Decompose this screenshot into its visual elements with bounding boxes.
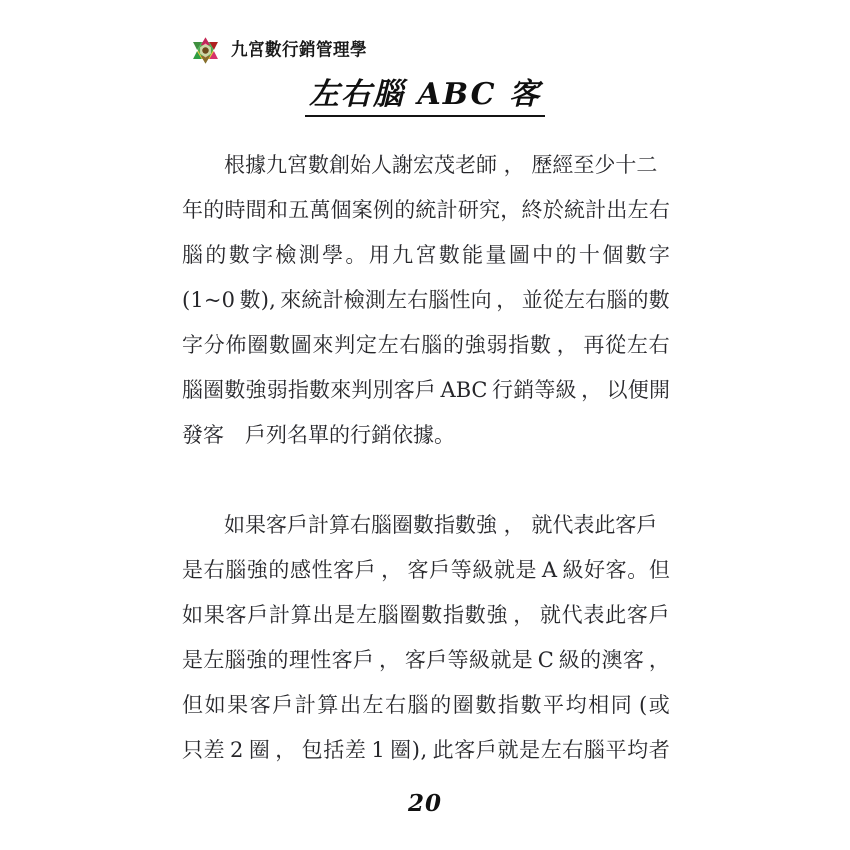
glyph: 但 [648, 558, 670, 582]
text-line [182, 683, 670, 728]
glyph: 弱 [486, 333, 508, 357]
glyph: 是 [519, 738, 541, 762]
glyph: 算 [290, 603, 312, 627]
glyph: 圈 [203, 378, 225, 402]
glyph: 的 [555, 243, 577, 267]
glyph: 腦 [407, 693, 429, 717]
glyph: 宮 [415, 243, 437, 267]
glyph: 強 [246, 558, 268, 582]
glyph: 數 [464, 603, 486, 627]
glyph: 十 [578, 243, 600, 267]
text-line: 發客 戶列名單的行銷依據。 [182, 423, 455, 447]
glyph [367, 728, 371, 773]
glyph: B [455, 378, 472, 402]
paragraph-1 [182, 143, 670, 458]
glyph: 統 [415, 198, 437, 222]
glyph: 便 [627, 378, 649, 402]
glyph [376, 548, 380, 593]
glyph [554, 638, 558, 683]
glyph: 間 [245, 198, 267, 222]
glyph: 左 [356, 603, 377, 627]
paragraph-2 [182, 503, 670, 773]
glyph: 。 [345, 243, 367, 267]
brand-title: 九宮數行銷管理學 [231, 38, 367, 60]
glyph: 客 [333, 558, 355, 582]
glyph: 的 [268, 558, 290, 582]
glyph: 腦 [583, 738, 605, 762]
glyph: 腦 [182, 243, 203, 267]
glyph: 檢 [275, 243, 297, 267]
glyph: ， [648, 648, 670, 672]
glyph: 腦 [428, 288, 450, 312]
glyph: 判 [334, 333, 356, 357]
glyph: 於 [542, 198, 564, 222]
glyph: 客 [626, 603, 648, 627]
glyph: 學 [322, 243, 344, 267]
glyph: 以 [606, 378, 628, 402]
text-line [182, 188, 670, 233]
glyph: 計 [294, 693, 316, 717]
glyph: 腦 [606, 288, 628, 312]
glyph [552, 323, 556, 368]
glyph: 腦 [377, 603, 399, 627]
glyph: 是 [334, 603, 356, 627]
glyph: 強 [245, 378, 267, 402]
glyph: 圈 [390, 738, 412, 762]
page-number: 20 [407, 790, 442, 817]
glyph: 統 [563, 198, 585, 222]
glyph: 強 [464, 333, 486, 357]
glyph: 數 [625, 243, 647, 267]
glyph: 客 [393, 378, 415, 402]
glyph: 左 [564, 288, 586, 312]
glyph: 的 [203, 198, 225, 222]
glyph: 右 [407, 288, 429, 312]
glyph: 就 [497, 738, 519, 762]
glyph: 左 [627, 198, 649, 222]
glyph: 定 [356, 333, 377, 357]
glyph: 出 [339, 693, 361, 717]
glyph: 指 [287, 378, 309, 402]
glyph: 出 [312, 603, 334, 627]
glyph: ) [260, 288, 269, 312]
glyph: 果 [203, 603, 225, 627]
glyph: 是 [182, 558, 203, 582]
glyph: 左 [386, 288, 408, 312]
glyph: 右 [648, 333, 670, 357]
glyph: 的 [443, 333, 464, 357]
glyph: 者 [648, 738, 670, 762]
glyph: 客 [249, 693, 271, 717]
glyph: 從 [605, 333, 627, 357]
glyph [537, 548, 541, 593]
glyph [428, 728, 432, 773]
glyph: ， [496, 288, 518, 312]
glyph: 來 [280, 288, 302, 312]
glyph: 戶 [247, 603, 269, 627]
glyph: 此 [605, 603, 627, 627]
glyph: 客 [454, 738, 476, 762]
glyph: 分 [203, 333, 225, 357]
glyph [297, 728, 301, 773]
glyph: 2 [230, 738, 244, 762]
glyph: 圖 [290, 333, 312, 357]
glyph: 數 [648, 288, 670, 312]
glyph: 是 [182, 648, 203, 672]
glyph: 數 [530, 333, 551, 357]
glyph: 戶 [414, 378, 436, 402]
text-line [182, 233, 670, 278]
glyph: 左 [203, 648, 225, 672]
glyph: 佈 [225, 333, 247, 357]
glyph: ， [513, 603, 535, 627]
glyph: 右 [399, 333, 421, 357]
glyph: C [537, 648, 554, 672]
glyph: 從 [542, 288, 564, 312]
glyph: 時 [224, 198, 246, 222]
glyph: 數 [239, 288, 261, 312]
article-body [182, 143, 670, 773]
glyph [403, 548, 407, 593]
glyph: , [269, 288, 276, 312]
glyph: 右 [203, 558, 225, 582]
six-pointed-star-icon [190, 35, 221, 66]
glyph: 用 [368, 243, 390, 267]
glyph: 量 [485, 243, 507, 267]
glyph: 戶 [429, 558, 451, 582]
glyph: ， [500, 198, 522, 222]
glyph: 性 [311, 558, 333, 582]
glyph: C [471, 378, 488, 402]
glyph: 數 [269, 333, 290, 357]
glyph: 客 [404, 648, 426, 672]
glyph: 銷 [513, 378, 535, 402]
glyph [578, 323, 582, 368]
glyph [385, 728, 389, 773]
glyph [558, 548, 562, 593]
glyph: , [420, 738, 428, 762]
glyph: 好 [584, 558, 606, 582]
glyph: 算 [317, 693, 339, 717]
glyph: 就 [539, 603, 561, 627]
glyph: 1 [190, 288, 204, 312]
glyph: 相 [588, 693, 610, 717]
glyph [533, 638, 537, 683]
glyph [244, 728, 248, 773]
glyph: 只 [182, 738, 203, 762]
glyph: 級 [562, 558, 584, 582]
glyph: 數 [309, 378, 331, 402]
glyph: 腦 [225, 558, 247, 582]
glyph: 戶 [648, 603, 670, 627]
glyph: 個 [330, 198, 352, 222]
glyph: 同 [610, 693, 632, 717]
glyph: 右 [648, 198, 670, 222]
glyph: 數 [475, 693, 497, 717]
glyph: 感 [289, 558, 311, 582]
glyph: 右 [385, 693, 407, 717]
glyph: 的 [627, 288, 649, 312]
glyph: 強 [486, 603, 508, 627]
glyph: 腦 [224, 648, 246, 672]
glyph: 均 [627, 738, 649, 762]
text-line [182, 278, 670, 323]
glyph: 圈 [452, 693, 474, 717]
glyph: 戶 [353, 648, 374, 672]
glyph: 此 [432, 738, 454, 762]
glyph: 等 [447, 648, 469, 672]
glyph: 左 [626, 333, 648, 357]
glyph: 果 [227, 693, 249, 717]
glyph: 括 [323, 738, 345, 762]
glyph: 中 [532, 243, 554, 267]
glyph: 等 [534, 378, 556, 402]
glyph: 九 [392, 243, 414, 267]
text-line: 根據九宮數創始人謝宏茂老師 ， 歷經至少十二 [182, 153, 658, 177]
glyph: 均 [565, 693, 587, 717]
glyph: 別 [372, 378, 394, 402]
glyph: 測 [364, 288, 386, 312]
glyph: 強 [246, 648, 268, 672]
glyph: 如 [204, 693, 226, 717]
running-header [190, 32, 367, 68]
glyph: ， [381, 558, 403, 582]
glyph: 指 [508, 333, 530, 357]
glyph: 表 [583, 603, 605, 627]
text-line [182, 548, 670, 593]
glyph [225, 728, 229, 773]
glyph: 是 [515, 558, 537, 582]
glyph: 級 [555, 378, 577, 402]
glyph: A [541, 558, 558, 582]
glyph: ~ [203, 288, 222, 312]
glyph: 案 [351, 198, 373, 222]
glyph: 萬 [309, 198, 331, 222]
glyph: 戶 [354, 558, 376, 582]
glyph: 五 [288, 198, 310, 222]
glyph: 計 [322, 288, 344, 312]
glyph [633, 683, 637, 728]
glyph: 級 [472, 558, 494, 582]
glyph: 但 [182, 693, 203, 717]
glyph: 字 [182, 333, 203, 357]
glyph: 數 [421, 603, 443, 627]
glyph: 和 [266, 198, 288, 222]
glyph: 。 [627, 558, 649, 582]
text-line [182, 593, 670, 638]
glyph: 數 [228, 243, 250, 267]
glyph: 個 [602, 243, 624, 267]
glyph: 指 [497, 693, 519, 717]
glyph: 就 [490, 648, 512, 672]
glyph: 圈 [399, 603, 421, 627]
glyph: 再 [583, 333, 605, 357]
glyph: 例 [372, 198, 394, 222]
glyph: 是 [511, 648, 533, 672]
glyph: 客 [407, 558, 429, 582]
glyph: 終 [521, 198, 543, 222]
glyph: 左 [362, 693, 384, 717]
glyph: 左 [377, 333, 399, 357]
glyph: 性 [449, 288, 471, 312]
glyph: ( [639, 693, 648, 717]
glyph: 並 [521, 288, 543, 312]
glyph: 性 [310, 648, 332, 672]
text-line [182, 323, 670, 368]
glyph: 圖 [508, 243, 530, 267]
glyph: 來 [312, 333, 334, 357]
glyph: 級 [558, 648, 580, 672]
glyph: ， [556, 333, 578, 357]
paragraph-spacer [182, 458, 670, 503]
glyph: ) [411, 738, 420, 762]
glyph: 級 [469, 648, 491, 672]
glyph: 字 [252, 243, 274, 267]
glyph: 包 [301, 738, 323, 762]
glyph [400, 638, 404, 683]
glyph [508, 593, 512, 638]
glyph: 右 [562, 738, 584, 762]
glyph: 研 [457, 198, 479, 222]
glyph: 字 [648, 243, 670, 267]
glyph [270, 728, 274, 773]
glyph: 出 [606, 198, 628, 222]
glyph: 腦 [421, 333, 443, 357]
glyph: 來 [330, 378, 352, 402]
glyph: 客 [622, 648, 644, 672]
glyph [535, 593, 539, 638]
glyph: 戶 [272, 693, 294, 717]
glyph: 的 [394, 198, 416, 222]
text-line [182, 638, 670, 683]
glyph: 究 [479, 198, 501, 222]
glyph: 客 [605, 558, 627, 582]
text-line [182, 728, 670, 773]
text-line: 如果客戶計算右腦圈數指數強 ， 就代表此客戶 [182, 513, 658, 537]
glyph: 澳 [601, 648, 623, 672]
glyph: 等 [450, 558, 472, 582]
glyph: 或 [648, 693, 670, 717]
glyph: 檢 [343, 288, 365, 312]
glyph: 右 [585, 288, 607, 312]
glyph: 客 [225, 603, 247, 627]
glyph: ， [275, 738, 297, 762]
glyph: 代 [561, 603, 583, 627]
glyph: 戶 [475, 738, 497, 762]
page-title [0, 78, 850, 117]
glyph [644, 638, 648, 683]
glyph: 客 [331, 648, 353, 672]
glyph: 弱 [266, 378, 288, 402]
glyph: 指 [443, 603, 464, 627]
page-title-text: 左右腦 ABC 客 [305, 78, 545, 117]
glyph: 差 [344, 738, 366, 762]
glyph: A [440, 378, 456, 402]
glyph: 的 [267, 648, 289, 672]
text-line [182, 368, 670, 413]
glyph: 就 [493, 558, 515, 582]
glyph: 1 [371, 738, 385, 762]
glyph: 0 [221, 288, 236, 312]
glyph: 平 [543, 693, 564, 717]
glyph: 數 [520, 693, 542, 717]
glyph [374, 638, 378, 683]
glyph: 的 [430, 693, 452, 717]
glyph: 計 [436, 198, 458, 222]
glyph: 左 [540, 738, 562, 762]
glyph: 判 [351, 378, 373, 402]
glyph: 測 [298, 243, 320, 267]
glyph: ， [581, 378, 603, 402]
glyph: 平 [605, 738, 627, 762]
glyph: 如 [182, 603, 203, 627]
glyph: 行 [492, 378, 514, 402]
glyph: 的 [580, 648, 602, 672]
glyph: 年 [182, 198, 203, 222]
glyph: ， [378, 648, 400, 672]
glyph: 差 [203, 738, 225, 762]
glyph: 向 [470, 288, 492, 312]
glyph: 能 [462, 243, 484, 267]
glyph: 腦 [182, 378, 203, 402]
glyph: 理 [288, 648, 310, 672]
glyph: 的 [205, 243, 227, 267]
glyph: 計 [269, 603, 290, 627]
glyph: 圈 [248, 738, 270, 762]
glyph: 數 [224, 378, 246, 402]
glyph: 圈 [247, 333, 269, 357]
glyph: ( [182, 288, 191, 312]
glyph: 開 [648, 378, 670, 402]
glyph: 統 [301, 288, 323, 312]
glyph: 戶 [426, 648, 448, 672]
glyph: 計 [585, 198, 607, 222]
glyph: 數 [438, 243, 460, 267]
